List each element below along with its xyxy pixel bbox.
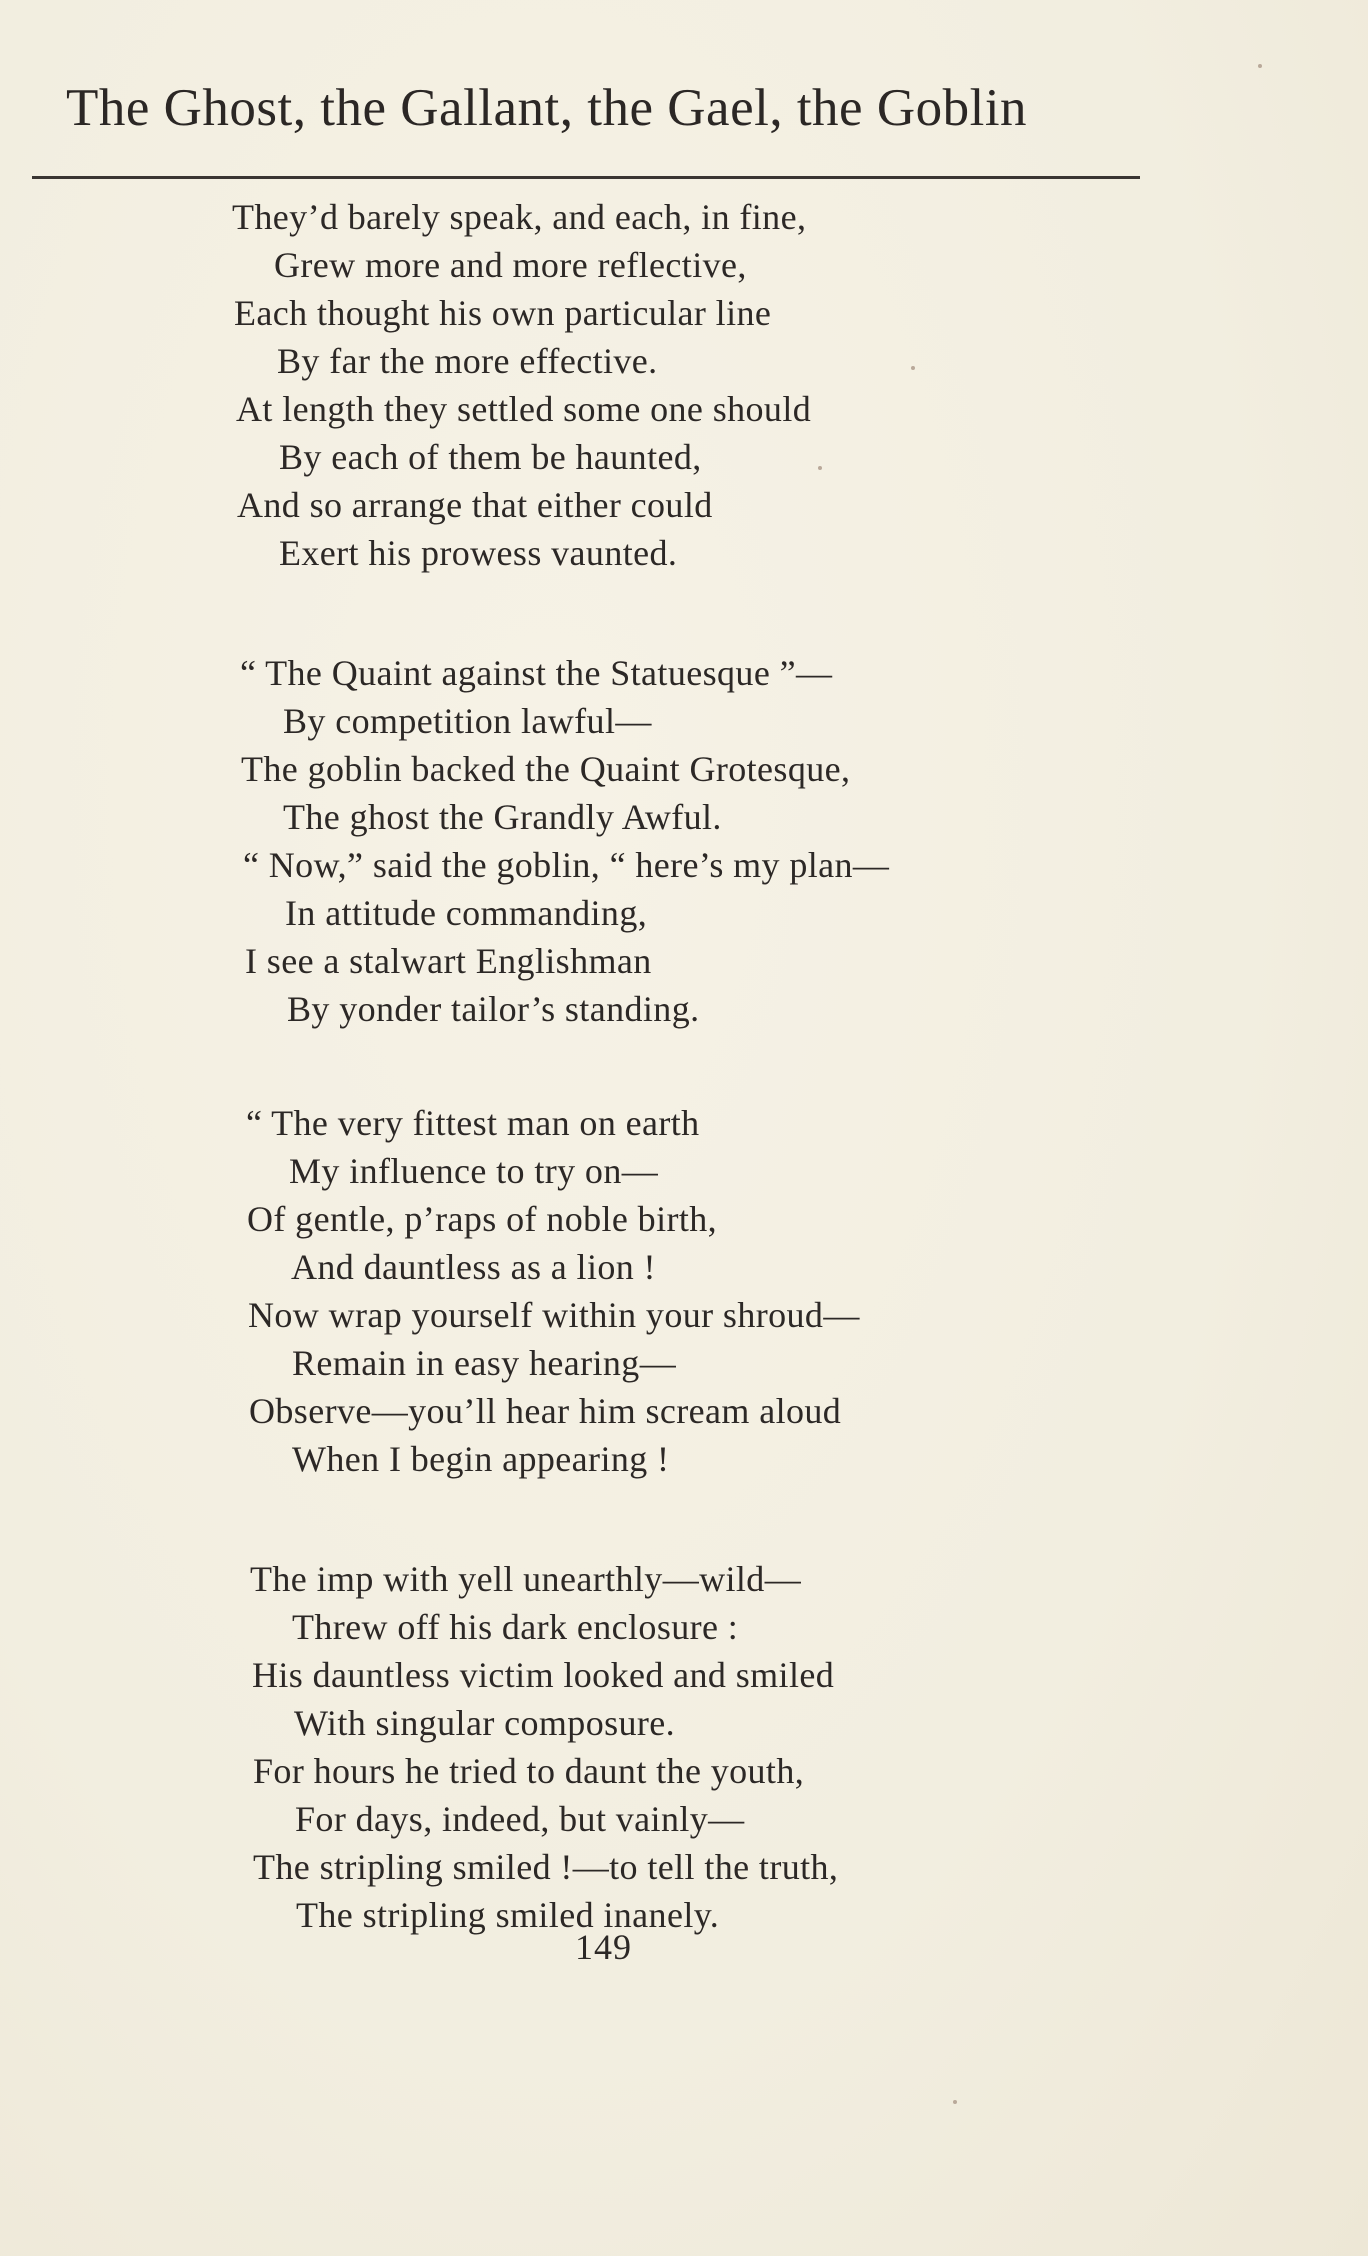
poem-line: They’d barely speak, and each, in fine, [232,197,807,237]
running-head: The Ghost, the Gallant, the Gael, the Goblin [66,79,1028,137]
poem-line: Of gentle, p’raps of noble birth, [247,1199,718,1239]
poem-line: With singular composure. [294,1703,676,1743]
poem-line: When I begin appearing ! [292,1439,670,1479]
page-number: 149 [575,1927,632,1967]
poem-line: The stripling smiled !—to tell the truth, [253,1847,839,1887]
poem-line: My influence to try on— [289,1151,659,1191]
poem-line: The stripling smiled inanely. [296,1895,720,1935]
poem-line: For hours he tried to daunt the youth, [253,1751,805,1791]
poem-line: Exert his prowess vaunted. [279,533,678,573]
poem-line: The ghost the Grandly Awful. [283,797,722,837]
poem-line: By each of them be haunted, [279,437,702,477]
poem-line: The imp with yell unearthly—wild— [250,1559,802,1599]
poem-line: The goblin backed the Quaint Grotesque, [241,749,851,789]
header-rule [32,176,1140,179]
poem-line: “ Now,” said the goblin, “ here’s my plan— [243,845,890,885]
paper-speck [953,2100,957,2104]
paper-speck [911,366,915,370]
poem-line: Remain in easy hearing— [292,1343,677,1383]
poem-line: “ The Quaint against the Statuesque ”— [240,653,833,693]
poem-line: “ The very fittest man on earth [246,1103,700,1143]
poem-line: In attitude commanding, [285,893,648,933]
poem-line: At length they settled some one should [236,389,812,429]
poem-line: And dauntless as a lion ! [291,1247,656,1287]
poem-line: Grew more and more reflective, [274,245,747,285]
poem-line: I see a stalwart Englishman [245,941,652,981]
paper-speck [1258,64,1262,68]
poem-line: By far the more effective. [277,341,658,381]
poem-line: By competition lawful— [283,701,652,741]
poem-line: His dauntless victim looked and smiled [252,1655,835,1695]
poem-line: Now wrap yourself within your shroud— [248,1295,860,1335]
poem-line: And so arrange that either could [237,485,713,525]
paper-speck [818,466,822,470]
poem-line: By yonder tailor’s standing. [287,989,700,1029]
poem-line: Observe—you’ll hear him scream aloud [249,1391,842,1431]
poem-line: Threw off his dark enclosure : [292,1607,739,1647]
poem-line: Each thought his own particular line [234,293,772,333]
poem-line: For days, indeed, but vainly— [295,1799,745,1839]
